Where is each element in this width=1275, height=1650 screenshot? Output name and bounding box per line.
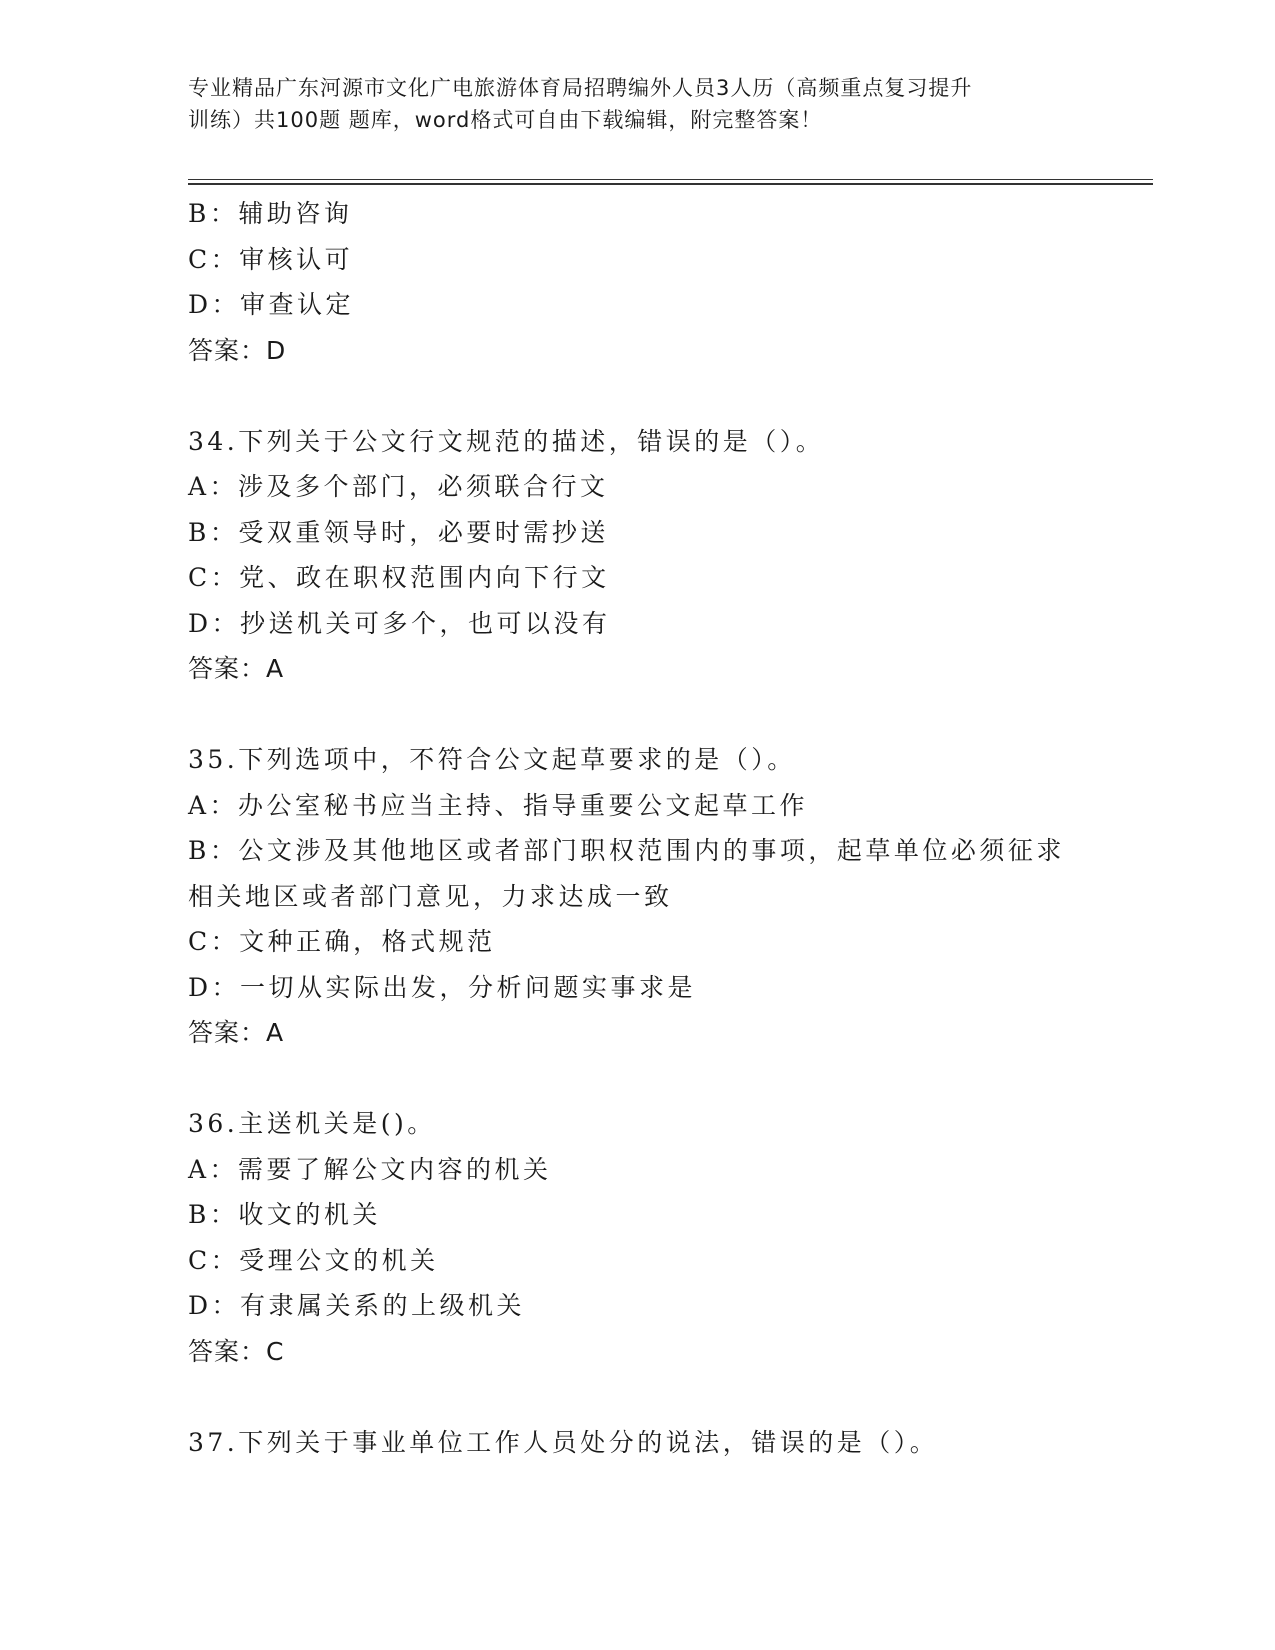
option-a: A：需要了解公文内容的机关: [188, 1154, 552, 1184]
answer: 答案：A: [188, 654, 285, 683]
question-36-block: [188, 1101, 1088, 1374]
header-rule-thin: [188, 179, 1153, 180]
header-title-line-1: 专业精品广东河源市文化广电旅游体育局招聘编外人员3人历（高频重点复习提升: [188, 76, 973, 100]
document-body: [188, 191, 1088, 1465]
option-d: D：审查认定: [188, 290, 355, 319]
option-b-line-1: B：公文涉及其他地区或者部门职权范围内的事项，起草单位必须征求: [188, 836, 1065, 865]
question-33-block: [188, 191, 1088, 373]
spacer: [188, 373, 1088, 419]
spacer: [188, 692, 1088, 738]
option-c: C：受理公文的机关: [188, 1245, 439, 1275]
option-b: B：收文的机关: [188, 1200, 381, 1229]
option-d: D：一切从实际出发，分析问题实事求是: [188, 972, 697, 1002]
question-34-block: [188, 419, 1088, 692]
option-b-line-2: 相关地区或者部门意见，力求达成一致: [188, 881, 673, 911]
answer: 答案：C: [188, 1336, 285, 1366]
spacer: [188, 1056, 1088, 1102]
header-rule-thick: [188, 183, 1153, 185]
option-c: C：党、政在职权范围内向下行文: [188, 563, 610, 592]
answer: 答案：A: [188, 1018, 285, 1047]
option-a: A：涉及多个部门，必须联合行文: [188, 472, 609, 501]
question-35-block: [188, 737, 1088, 1056]
spacer: [188, 1374, 1088, 1420]
question-text: 37.下列关于事业单位工作人员处分的说法，错误的是（）。: [188, 1427, 939, 1457]
option-b: B：受双重领导时，必要时需抄送: [188, 517, 609, 547]
option-d: D：有隶属关系的上级机关: [188, 1291, 526, 1320]
option-b: B：辅助咨询: [188, 199, 353, 228]
question-text: 34.下列关于公文行文规范的描述，错误的是（）。: [188, 426, 825, 456]
option-a: A：办公室秘书应当主持、指导重要公文起草工作: [188, 790, 809, 820]
header-title-line-2: 训练）共100题 题库，word格式可自由下载编辑，附完整答案！: [188, 108, 823, 132]
option-d: D：抄送机关可多个，也可以没有: [188, 608, 611, 638]
question-37-block: [188, 1420, 1088, 1466]
question-text: 36.主送机关是()。: [188, 1109, 436, 1138]
option-c: C：文种正确，格式规范: [188, 927, 496, 956]
answer: 答案：D: [188, 335, 287, 365]
document-header: [188, 72, 1088, 136]
question-text: 35.下列选项中，不符合公文起草要求的是（）。: [188, 745, 796, 774]
option-c: C：审核认可: [188, 244, 354, 274]
